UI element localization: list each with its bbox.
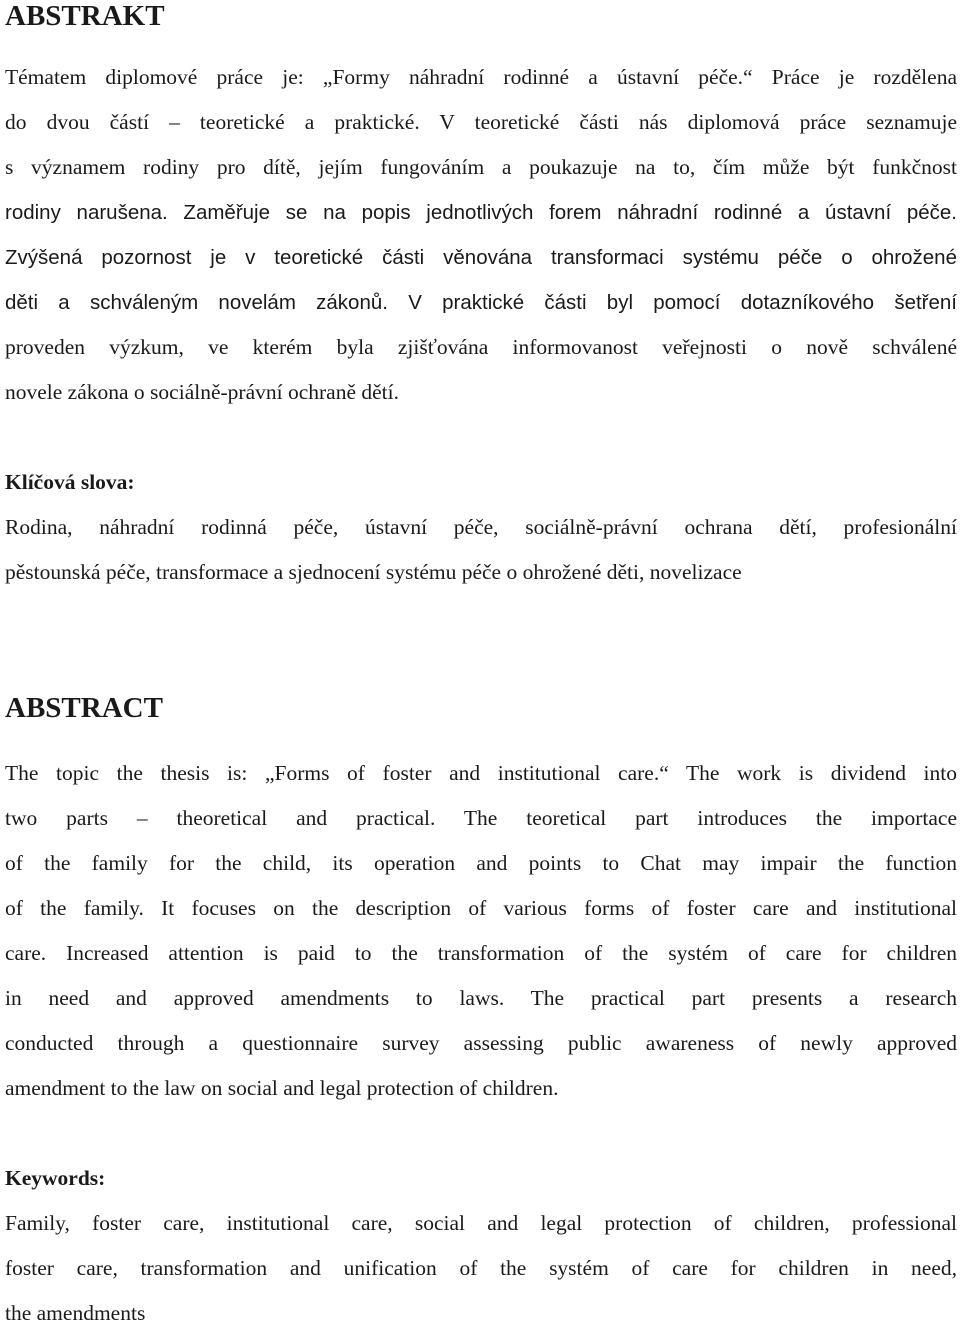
czech-keywords-label: Klíčová slova:: [5, 470, 135, 494]
czech-abstract-line: s významem rodiny pro dítě, jejím fungováním a poukazuje na to, čím může být funkčnost: [5, 155, 957, 179]
english-abstract-line: amendment to the law on social and legal protection of children.: [5, 1076, 559, 1100]
czech-keywords-paragraph: [5, 505, 957, 595]
english-abstract-line: conducted through a questionnaire survey assessing public awareness of newly approved: [5, 1031, 957, 1055]
english-abstract-line: The topic the thesis is: „Forms of foster and institutional care.“ The work is dividend into: [5, 761, 957, 785]
czech-keywords-line: Rodina, náhradní rodinná péče, ústavní péče, sociálně-právní ochrana dětí, profesionální: [5, 515, 957, 539]
czech-abstract-line: do dvou částí – teoretické a praktické. V teoretické části nás diplomová práce seznamuje: [5, 110, 957, 134]
czech-keywords-line: pěstounská péče, transformace a sjednocení systému péče o ohrožené děti, novelizace: [5, 560, 742, 584]
english-abstract-line: in need and approved amendments to laws. The practical part presents a research: [5, 986, 957, 1010]
english-abstract-line: of the family for the child, its operation and points to Chat may impair the function: [5, 851, 957, 875]
czech-abstract-line: novele zákona o sociálně-právní ochraně dětí.: [5, 380, 399, 404]
czech-abstract-line: Tématem diplomové práce je: „Formy náhradní rodinné a ústavní péče.“ Práce je rozdělena: [5, 65, 957, 89]
english-abstract-line: care. Increased attention is paid to the transformation of the systém of care for children: [5, 941, 957, 965]
english-keywords-line: the amendments: [5, 1301, 146, 1325]
czech-abstract-line: Zvýšená pozornost je v teoretické části věnována transformaci systému péče o ohrožené: [5, 246, 957, 269]
english-abstract-line: of the family. It focuses on the description of various forms of foster care and institutional: [5, 896, 957, 920]
czech-abstract-paragraph: [5, 55, 957, 415]
english-abstract-heading: ABSTRACT: [5, 692, 163, 724]
czech-abstract-line: proveden výzkum, ve kterém byla zjišťována informovanost veřejnosti o nově schválené: [5, 335, 957, 359]
english-abstract-line: two parts – theoretical and practical. The teoretical part introduces the importace: [5, 806, 957, 830]
english-keywords-label: Keywords:: [5, 1166, 106, 1190]
english-keywords-line: Family, foster care, institutional care, social and legal protection of children, professional: [5, 1211, 957, 1235]
english-abstract-paragraph: [5, 751, 957, 1111]
english-keywords-paragraph: [5, 1201, 957, 1336]
english-keywords-line: foster care, transformation and unification of the systém of care for children in need,: [5, 1256, 957, 1280]
czech-abstract-heading: ABSTRAKT: [5, 0, 165, 32]
czech-abstract-line: děti a schváleným novelám zákonů. V praktické části byl pomocí dotazníkového šetření: [5, 291, 957, 314]
czech-abstract-line: rodiny narušena. Zaměřuje se na popis jednotlivých forem náhradní rodinné a ústavní péče.: [5, 201, 957, 224]
